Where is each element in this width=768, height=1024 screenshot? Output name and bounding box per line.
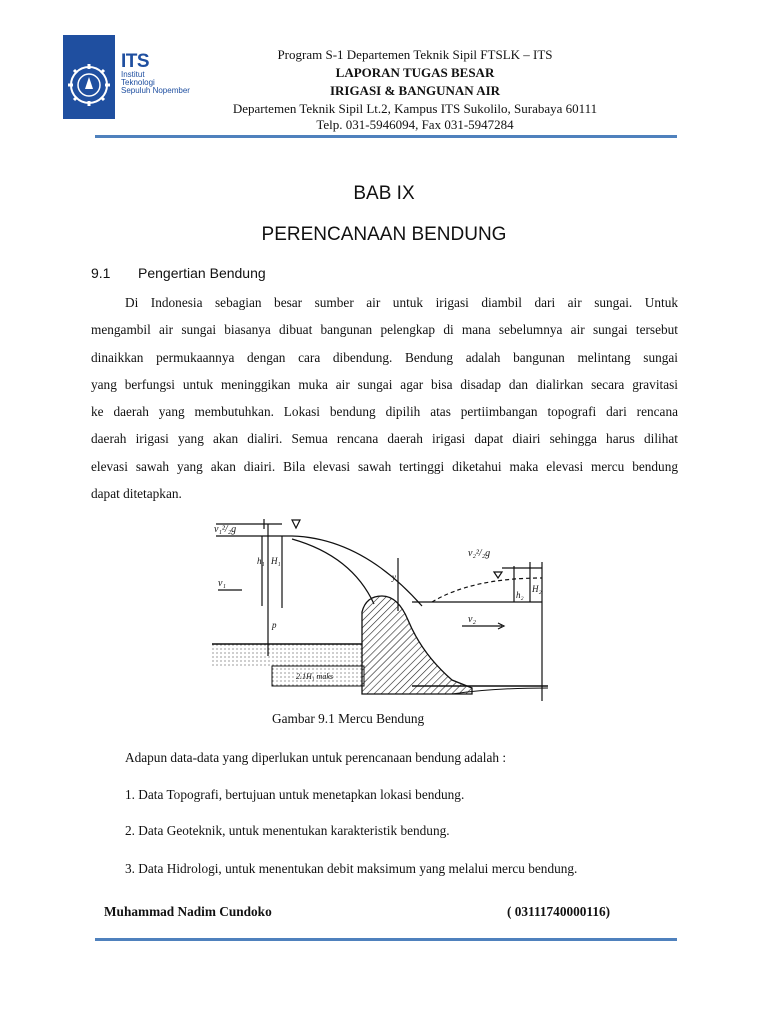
label-v1: v₁ [218,578,226,589]
figure-caption: Gambar 9.1 Mercu Bendung [272,711,425,726]
section-number: 9.1 [91,265,111,281]
paragraph-line: dapat ditetapkan. [91,486,182,502]
its-logo [63,35,195,119]
label-apron: 2.1H₁ maks [296,672,333,681]
logo-brand: ITS [121,51,150,72]
paragraph-line: dinaikkan permukaannya dengan cara dibendung. Bendung adalah bangunan melintang sungai [91,349,678,365]
paragraph-line: ke daerah yang membutuhkan. Lokasi bendung dipilih atas pertiimbangan topografi dari rencana [91,404,678,420]
label-v1-head: v₁²/₂g [214,524,237,535]
section-heading [91,265,266,281]
chapter-title: PERENCANAAN BENDUNG [261,224,507,245]
list-intro: Adapun data-data yang diperlukan untuk perencanaan bendung adalah : [125,750,507,765]
label-h1: h₁ [257,556,265,566]
paragraph-line: yang berfungsi untuk meninggikan muka air sungai agar bisa disadap dan dialirkan secara gravitasi [91,376,678,392]
label-H2: H₂ [532,584,542,594]
downstream-water-surface [432,578,542,602]
paragraph-line: Di Indonesia sebagian besar sumber air untuk irigasi diambil dari air sungai. Untuk [125,295,678,310]
header-divider [95,135,677,138]
label-H1: H₁ [271,556,281,566]
header-program: Program S-1 Departemen Teknik Sipil FTSLK – ITS [277,47,553,62]
logo-line2: Teknologi [121,78,155,87]
label-v2-head: v₂²/₂g [468,548,491,559]
header-report-title: LAPORAN TUGAS BESAR [335,65,495,80]
paragraph-line: elevasi sawah yang akan diairi. Bila elevasi sawah tertinggi diketahui maka elevasi mercu bendung [91,458,678,474]
list-item: 3. Data Hidrologi, untuk menentukan debit maksimum yang melalui mercu bendung. [125,861,578,876]
label-y: y [392,572,396,582]
label-v2: v₂ [468,614,476,625]
header-course: IRIGASI & BANGUNAN AIR [329,83,501,98]
logo-line3: Sepuluh Nopember [121,86,190,95]
footer-divider [95,938,677,941]
header-address: Departemen Teknik Sipil Lt.2, Kampus ITS Sukolilo, Surabaya 60111 [232,101,598,116]
label-p: p [272,620,277,630]
its-emblem-icon [63,35,115,119]
list-item: 2. Data Geoteknik, untuk menentukan karakteristik bendung. [125,823,450,838]
logo-line1: Institut [121,70,145,79]
section-title: Pengertian Bendung [138,265,266,281]
paragraph-line: daerah irigasi yang akan dialiri. Semua rencana daerah irigasi dapat diairi sehingga harus dilihat [91,431,678,447]
label-h2: h₂ [516,590,524,600]
weir-diagram [212,516,548,702]
weir-body [362,596,472,694]
header-phone: Telp. 031-5946094, Fax 031-5947284 [316,117,514,132]
nappe-upper-curve [292,536,422,606]
body-paragraph [91,289,678,507]
author-name: Muhammad Nadim Cundoko [104,904,272,919]
upstream-riverbed [212,644,362,666]
chapter-label: BAB IX [353,183,415,204]
list-item: 1. Data Topografi, bertujuan untuk menetapkan lokasi bendung. [125,787,465,802]
student-id: ( 03111740000116) [507,904,611,919]
paragraph-line: mengambil air sungai biasanya dibuat bangunan pelengkap di mana sebelumnya air sungai tersebut [91,322,678,338]
